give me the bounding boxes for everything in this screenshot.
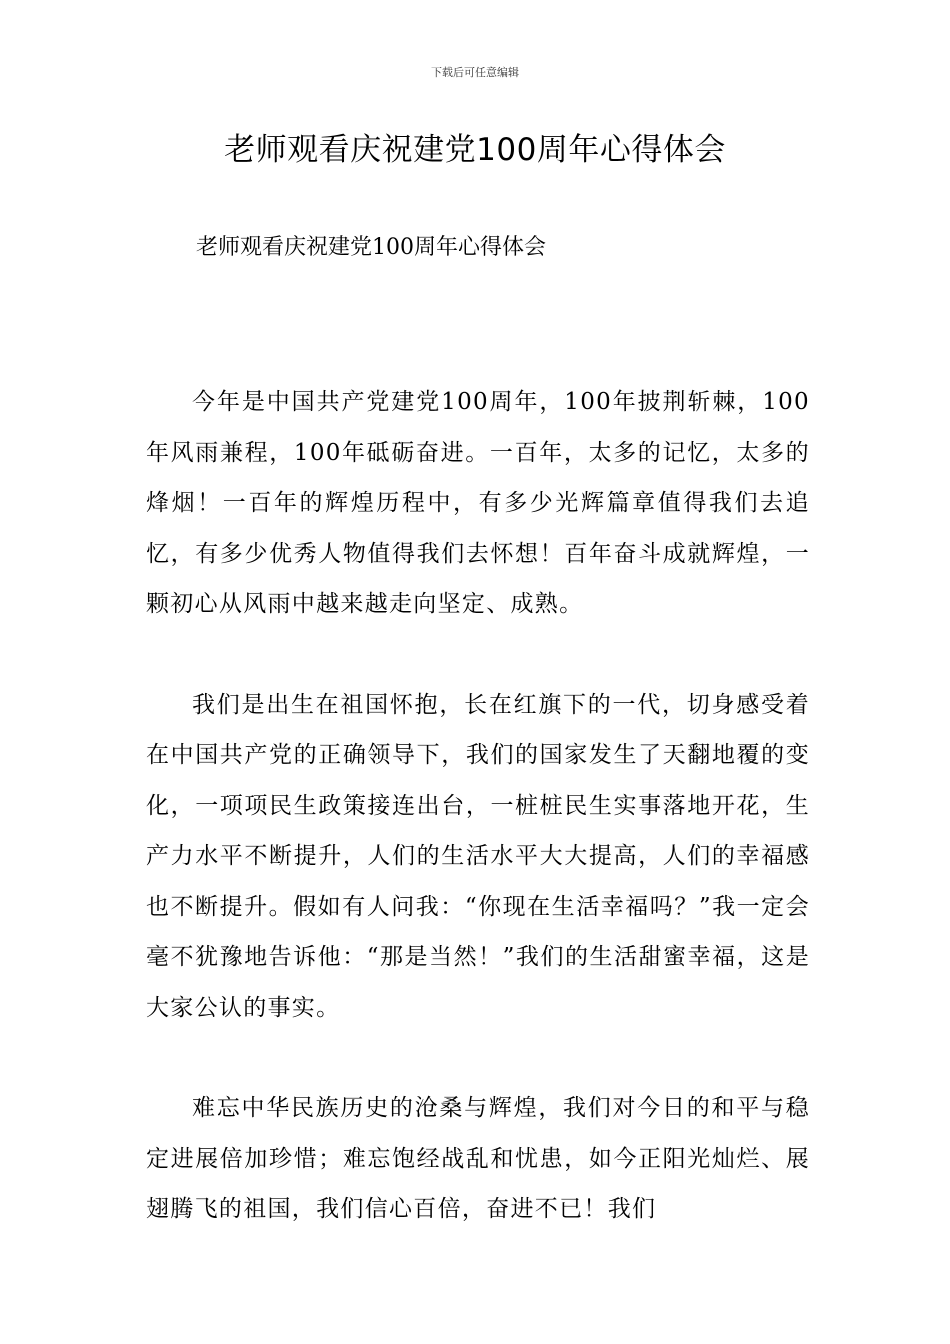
body-paragraph-2: 我们是出生在祖国怀抱，长在红旗下的一代，切身感受着在中国共产党的正确领导下，我们的国家发生了天翻地覆的变化，一项项民生政策接连出台，一桩桩民生实事落地开花，生产力水平不断提升，人们的生活水平大大提高，人们的幸福感也不断提升。假如有人问我：“你现在生活幸福吗？”我一定会毫不犹豫地告诉他：“那是当然！”我们的生活甜蜜幸福，这是大家公认的事实。: [146, 691, 810, 1021]
document-body: [146, 377, 810, 1285]
document-subtitle: 老师观看庆祝建党100周年心得体会: [196, 235, 546, 260]
header-note: 下载后可任意编辑: [431, 66, 519, 79]
body-paragraph-3: 难忘中华民族历史的沧桑与辉煌，我们对今日的和平与稳定进展倍加珍惜；难忘饱经战乱和忧患，如今正阳光灿烂、展翅腾飞的祖国，我们信心百倍，奋进不已！我们: [146, 1095, 810, 1222]
body-paragraph-1: 今年是中国共产党建党100周年，100年披荆斩棘，100年风雨兼程，100年砥砺奋进。一百年，太多的记忆，太多的烽烟！一百年的辉煌历程中，有多少光辉篇章值得我们去追忆，有多少优秀人物值得我们去怀想！百年奋斗成就辉煌，一颗初心从风雨中越来越走向坚定、成熟。: [146, 389, 810, 617]
document-title: 老师观看庆祝建党100周年心得体会: [224, 132, 726, 168]
